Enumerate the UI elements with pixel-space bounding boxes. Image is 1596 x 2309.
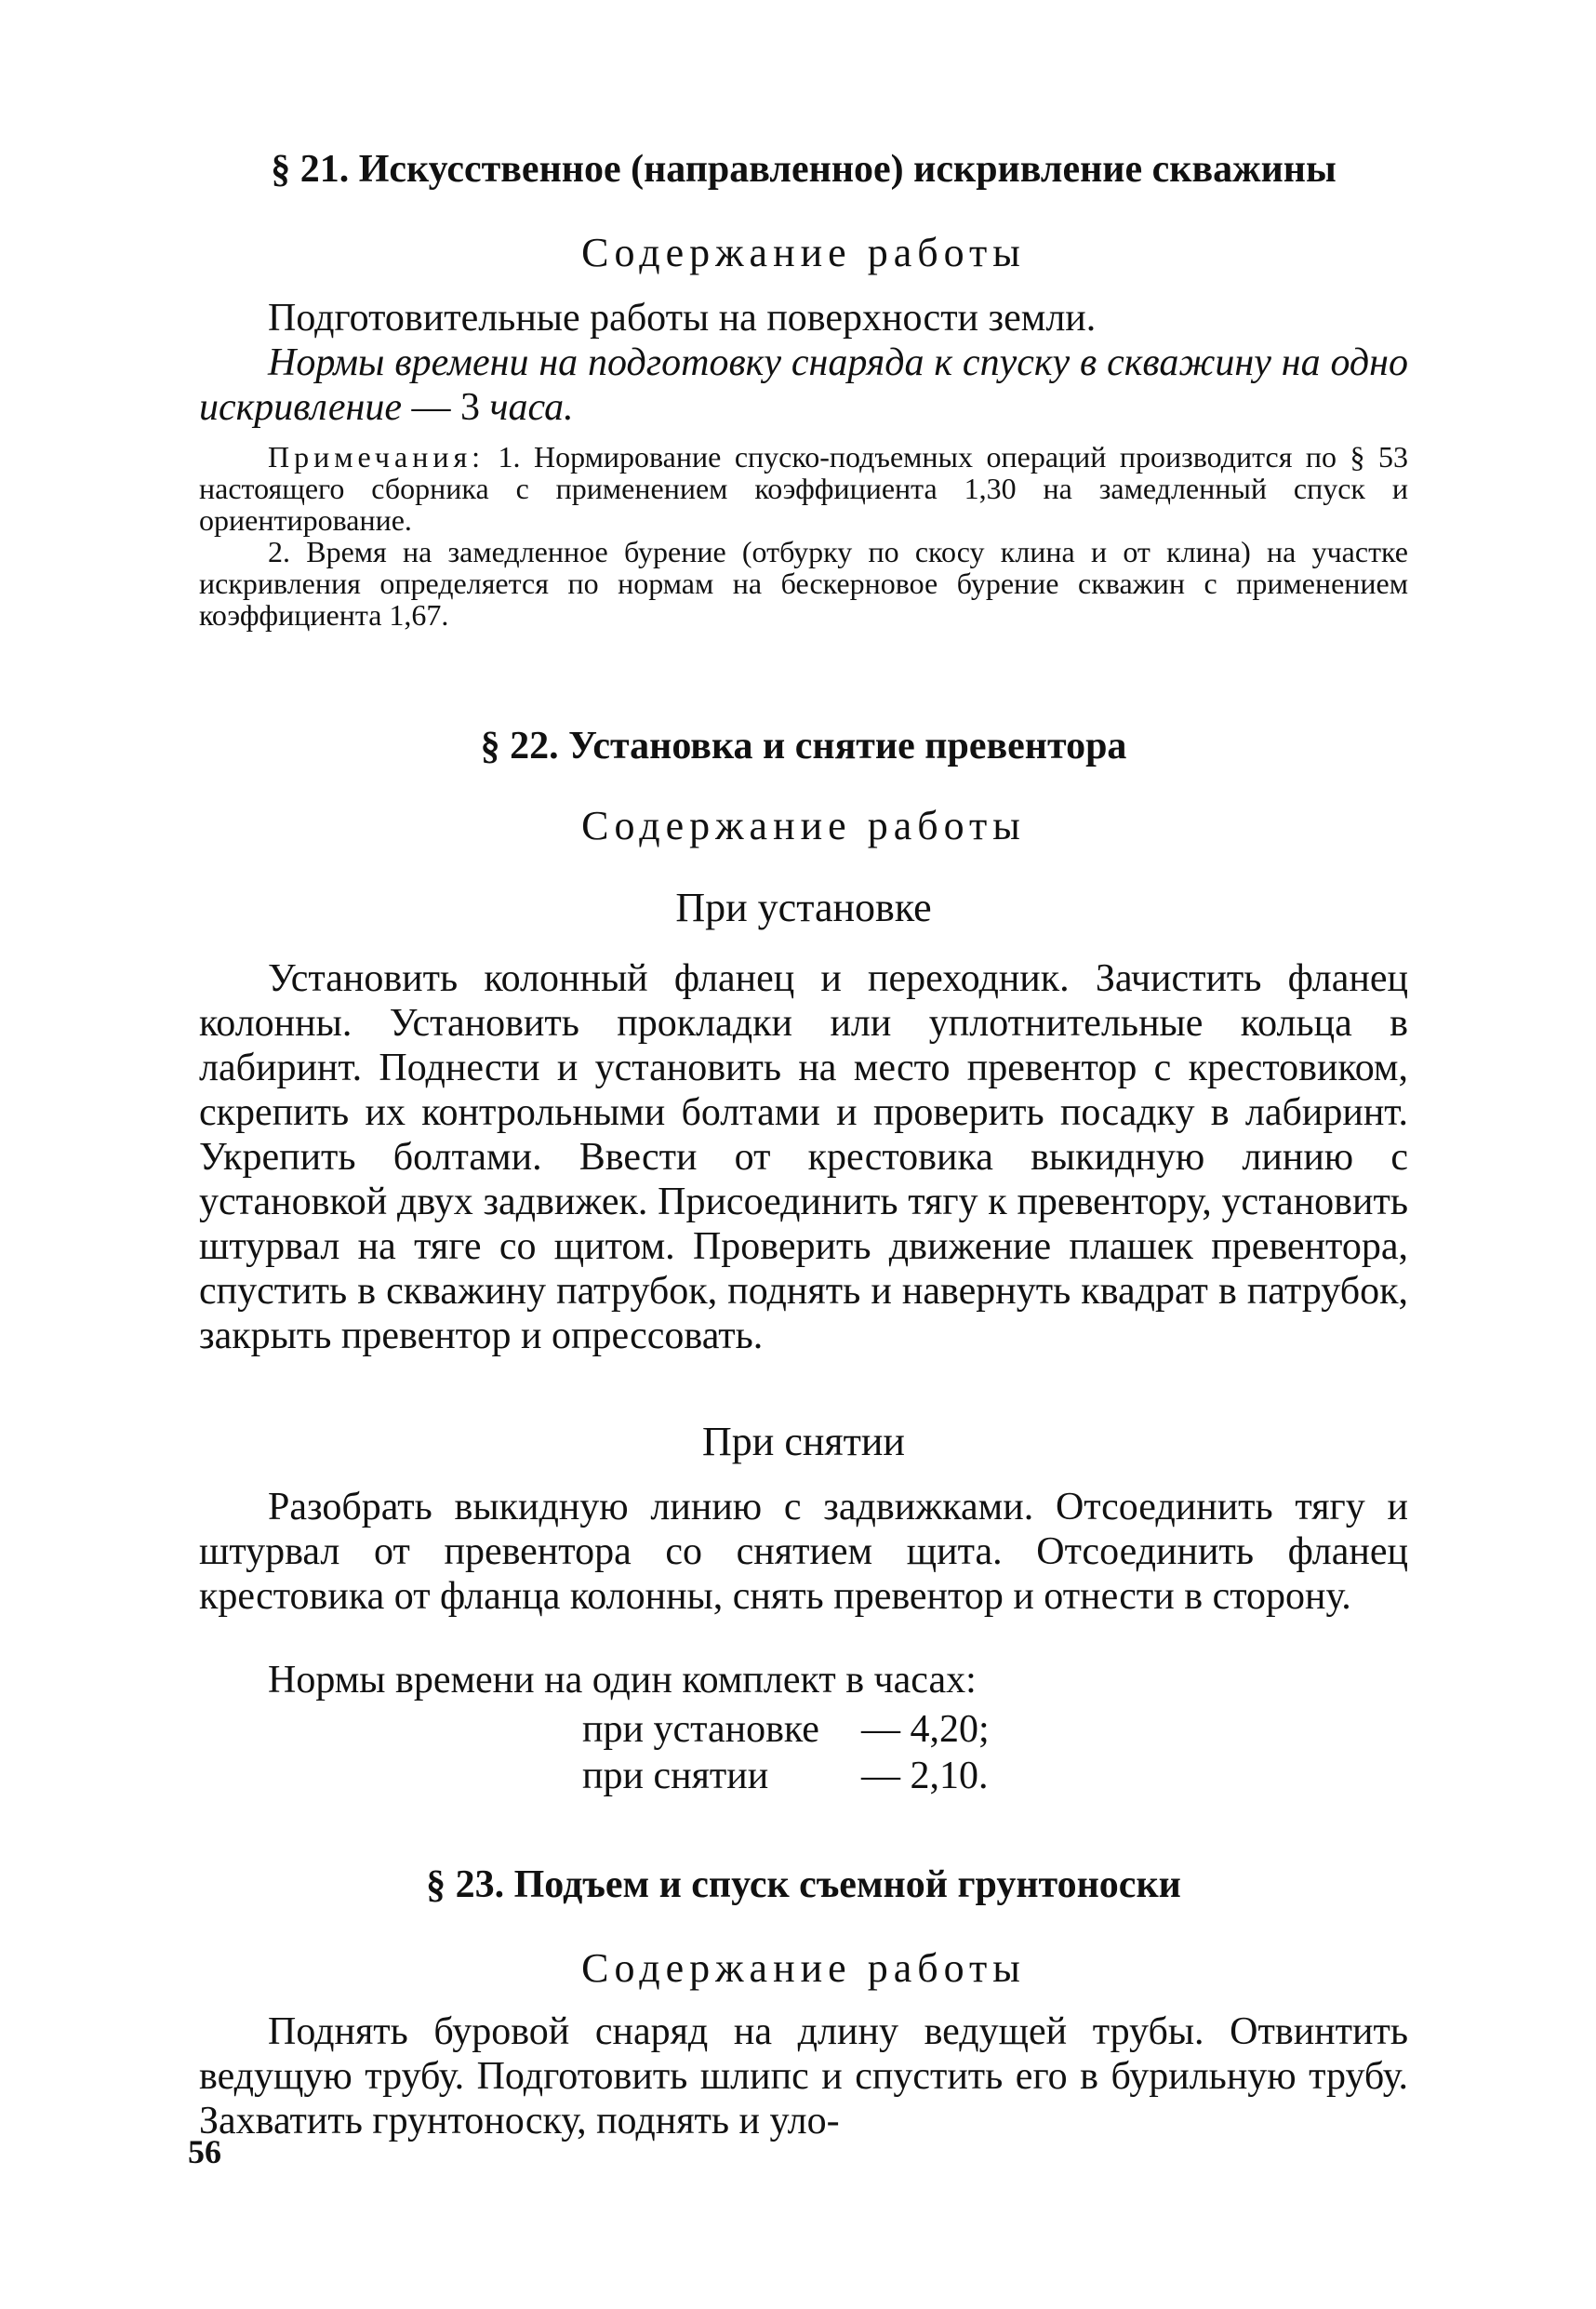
norm-value: — 4,20; [861, 1708, 990, 1751]
norm-value: — 2,10. [861, 1755, 989, 1797]
norm-row [582, 1753, 990, 1799]
section-23-content-label: Содержание работы [581, 1945, 1026, 1991]
section-21-intro: Подготовительные работы на поверхности земли. [268, 297, 1097, 340]
section-22-remove-label: При снятии [702, 1419, 905, 1464]
section-22-install-text: Установить колонный фланец и переходник. Зачистить фланец колонны. Установить прокладки или уплотнительные кольца в лабиринт. Поднести и установить на место превентор с крестовиком, скрепить их контрольными болтами и проверить посадку в лабиринт. Укрепить болтами. Ввести от крестовика выкидную линию с установкой двух задвижек. Присоединить тягу к превентору, установить штурвал на тяге со щитом. Проверить движение плашек превентора, спустить в скважину патрубок, поднять и навернуть квадрат в патрубок, закрыть превентор и опрессовать. [199, 957, 1408, 1357]
norm-label: при установке [582, 1708, 819, 1751]
section-21-title: § 21. Искусственное (направленное) искривление скважины [271, 148, 1337, 191]
section-21-note-2: 2. Время на замедленное бурение (отбурку по скосу клина и от клина) на участке искривления определяется по нормам на бескерновое бурение скважин с применением коэффициента 1,67. [199, 535, 1408, 632]
norm-row [582, 1706, 990, 1753]
section-22-content-label: Содержание работы [581, 803, 1026, 848]
section-23-title: § 23. Подъем и спуск съемной грунтоноски [426, 1863, 1181, 1906]
section-21-content-label: Содержание работы [581, 230, 1026, 275]
note-1-text: 1. Нормирование спуско-подъемных операций производится по § 53 настоящего сборника с применением коэффициента 1,30 на замедленный спуск и ориентирование. [199, 440, 1408, 537]
section-21-norm-lead: Нормы времени на подготовку снаряда к спуску в скважину на одно искривление [199, 341, 1408, 429]
section-21-norm-unit: часа. [489, 386, 574, 429]
section-23-text: Поднять буровой снаряд на длину ведущей трубы. Отвинтить ведущую трубу. Подготовить шлипс и спустить его в бурильную трубу. Захватить грунтоноску, поднять и уло- [199, 2010, 1408, 2142]
section-21-norm [199, 340, 1408, 430]
notes-label: Примечания: [268, 440, 485, 474]
section-22-norms-list [582, 1706, 990, 1799]
section-21-norm-value: — 3 [402, 386, 490, 429]
page-number: 56 [188, 2133, 221, 2170]
section-21-note-1 [199, 441, 1408, 536]
norm-label: при снятии [582, 1755, 769, 1797]
section-22-title: § 22. Установка и снятие превентора [480, 725, 1127, 767]
section-22-norms-intro: Нормы времени на один комплект в часах: [268, 1659, 977, 1702]
section-22-install-label: При установке [675, 885, 932, 930]
section-22-remove-text: Разобрать выкидную линию с задвижками. Отсоединить тягу и штурвал от превентора со снятием щита. Отсоединить фланец крестовика от фланца колонны, снять превентор и отнести в сторону. [199, 1486, 1408, 1618]
